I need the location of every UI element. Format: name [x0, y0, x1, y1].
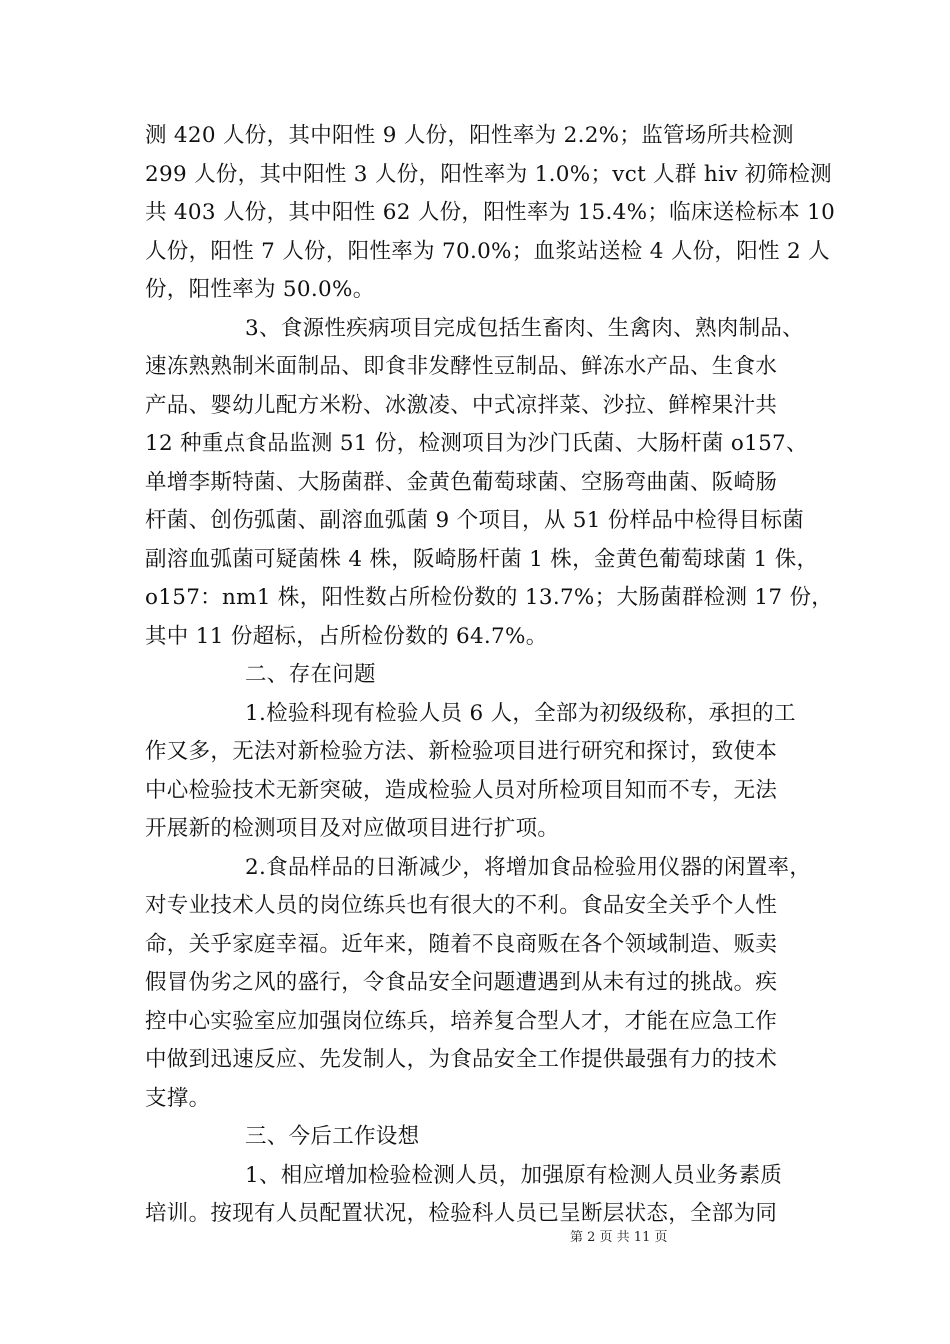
paragraph-start-line: 1.检验科现有检验人员 6 人，全部为初级级称，承担的工 — [245, 700, 796, 726]
text-line: 人份，阳性 7 人份，阳性率为 70.0%；血浆站送检 4 人份，阳性 2 人 — [145, 238, 830, 264]
text-line: 命，关乎家庭幸福。近年来，随着不良商贩在各个领域制造、贩卖 — [145, 931, 778, 957]
text-line: 中心检验技术无新突破，造成检验人员对所检项目知而不专，无法 — [145, 777, 778, 803]
page-number-footer: 第 2 页 共 11 页 — [570, 1230, 668, 1245]
section-heading: 三、今后工作设想 — [245, 1124, 420, 1149]
text-line: 中做到迅速反应、先发制人，为食品安全工作提供最强有力的技术 — [145, 1047, 778, 1072]
text-line: 测 420 人份，其中阳性 9 人份，阳性率为 2.2%；监管场所共检测 — [145, 123, 794, 148]
paragraph-start-line: 1、相应增加检验检测人员，加强原有检测人员业务素质 — [245, 1162, 783, 1188]
section-heading: 二、存在问题 — [245, 662, 376, 687]
text-line: 支撑。 — [145, 1085, 211, 1111]
text-line: 其中 11 份超标，占所检份数的 64.7%。 — [145, 623, 548, 649]
text-line: 假冒伪劣之风的盛行，令食品安全问题遭遇到从未有过的挑战。疾 — [145, 970, 778, 995]
paragraph-start-line: 2.食品样品的日渐减少，将增加食品检验用仪器的闲置率， — [245, 854, 812, 880]
text-line: 副溶血弧菌可疑菌株 4 株，阪崎肠杆菌 1 株，金黄色葡萄球菌 1 侏， — [145, 546, 819, 572]
text-line: o157：nm1 株，阳性数占所检份数的 13.7%；大肠菌群检测 17 份， — [145, 585, 834, 610]
text-line: 作又多，无法对新检验方法、新检验项目进行研究和探讨，致使本 — [145, 739, 778, 764]
text-line: 12 种重点食品监测 51 份，检测项目为沙门氏菌、大肠杆菌 o157、 — [145, 431, 808, 456]
body-text — [145, 117, 836, 1234]
text-line: 控中心实验室应加强岗位练兵，培养复合型人才，才能在应急工作 — [145, 1008, 778, 1034]
text-line: 产品、婴幼儿配方米粉、冰激凌、中式凉拌菜、沙拉、鲜榨果汁共 — [145, 392, 778, 418]
text-line: 共 403 人份，其中阳性 62 人份，阳性率为 15.4%；临床送检标本 10 — [145, 200, 836, 225]
text-line: 杆菌、创伤弧菌、副溶血弧菌 9 个项目，从 51 份样品中检得目标菌 — [145, 508, 805, 533]
text-line: 开展新的检测项目及对应做项目进行扩项。 — [145, 816, 560, 841]
text-line: 速冻熟熟制米面制品、即食非发酵性豆制品、鲜冻水产品、生食水 — [145, 354, 778, 379]
text-line: 299 人份，其中阳性 3 人份，阳性率为 1.0%；vct 人群 hiv 初筛检测 — [145, 161, 832, 187]
paragraph-start-line: 3、食源性疾病项目完成包括生畜肉、生禽肉、熟肉制品、 — [245, 315, 804, 341]
text-line: 对专业技术人员的岗位练兵也有很大的不利。食品安全关乎个人性 — [145, 893, 778, 918]
text-line: 份，阳性率为 50.0%。 — [145, 277, 375, 302]
text-line: 单增李斯特菌、大肠菌群、金黄色葡萄球菌、空肠弯曲菌、阪崎肠 — [145, 469, 778, 495]
text-line: 培训。按现有人员配置状况，检验科人员已呈断层状态，全部为同 — [145, 1201, 778, 1226]
